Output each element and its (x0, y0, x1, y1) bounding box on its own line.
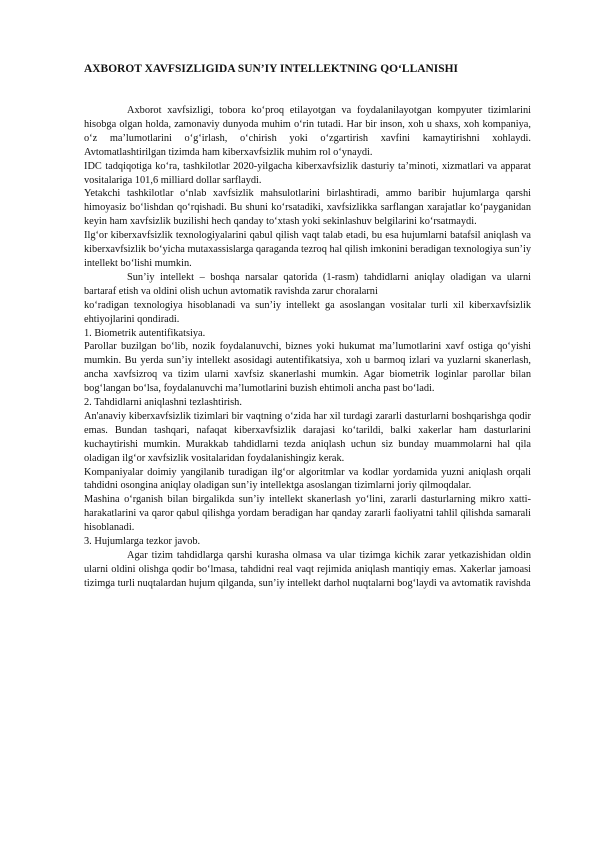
document-body (84, 104, 531, 591)
section-heading: 1. Biometrik autentifikatsiya. (84, 327, 206, 339)
document-title: AXBOROT XAVFSIZLIGIDA SUN’IY INTELLEKTNING QO‘LLANISHI (84, 63, 459, 75)
section-heading: 2. Tahdidlarni aniqlashni tezlashtirish. (84, 397, 242, 409)
paragraph: Sun’iy intellekt – boshqa narsalar qatorida (1-rasm) tahdidlarni aniqlay oladigan va ularni bartaraf etish va oldini olish uchun avtomatik ravishda zarur choralarni (84, 271, 531, 297)
paragraph: Kompaniyalar doimiy yangilanib turadigan ilg‘or algoritmlar va kodlar yordamida yuzni aniqlash orqali tahdidni osongina aniqlay oladigan sun’iy intellektga asoslangan tizimlarni joriy qilmoqdalar. (84, 466, 531, 492)
paragraph: IDC tadqiqotiga ko‘ra, tashkilotlar 2020-yilgacha kiberxavfsizlik dasturiy ta’minoti, xizmatlari va apparat vositalariga 101,6 milliard dollar sarflaydi. (84, 160, 531, 186)
paragraph: Ilg‘or kiberxavfsizlik texnologiyalarini qabul qilish vaqt talab etadi, bu esa hujumlarni batafsil aniqlash va kiberxavfsizlik bo‘yicha mutaxassislarga qaraganda tezroq hal qilish imkonini beradigan texnologiya sun’iy intellekt bo‘lishi mumkin. (84, 230, 531, 269)
paragraph: Axborot xavfsizligi, tobora ko‘proq etilayotgan va foydalanilayotgan kompyuter tizimlarini hisobga olgan holda, zamonaviy dunyoda muhim o‘rin tutadi. Har bir inson, xoh u shaxs, xoh kompaniya, o‘z ma’lumotlarini o‘g‘irlash, o‘chirish yoki o‘zgartirish xavfini kamaytirishni xohlaydi. Avtomatlashtirilgan tizimda ham kiberxavfsizlik muhim rol o‘ynaydi. (84, 105, 531, 158)
section-heading: 3. Hujumlarga tezkor javob. (84, 536, 201, 548)
paragraph: ko‘radigan texnologiya hisoblanadi va sun’iy intellekt ga asoslangan vositalar turli xil kiberxavfsizlik ehtiyojlarini qondiradi. (84, 299, 531, 325)
paragraph: Mashina o‘rganish bilan birgalikda sun’iy intellekt skanerlash yo‘lini, zararli dasturlarning mikro xatti-harakatlarini va qaror qabul qilishga yordam beradigan har qanday zararli faoliyatni tahlil qilishda samarali hisoblanadi. (84, 494, 531, 534)
paragraph: Agar tizim tahdidlarga qarshi kurasha olmasa va ular tizimga kichik zarar yetkazishidan oldin ularni oldini olishga qodir bo‘lmasa, tahdidni real vaqt rejimida aniqlash mantiqiy emas. Xakerlar jamoasi tizimga turli nuqtalardan hujum qilganda, sun’iy intellekt darhol nuqtalarni bog‘laydi va avtomatik ravishda (84, 550, 531, 589)
paragraph: Yetakchi tashkilotlar o‘nlab xavfsizlik mahsulotlarini birlashtiradi, ammo baribir hujumlarga qarshi himoyasiz bo‘lishdan qo‘rqishadi. Bu shuni ko‘rsatadiki, xavfsizlikka sarflangan xarajatlar ko‘payganidan keyin ham xavfsizlik buzilishi hech qanday to‘xtash yoki sekinlashuv belgilarini ko‘rsatmaydi. (84, 188, 531, 228)
paragraph: An'anaviy kiberxavfsizlik tizimlari bir vaqtning o‘zida har xil turdagi zararli dasturlarni boshqarishga qodir emas. Bundan tashqari, nafaqat kiberxavfsizlik darajasi ko‘tarildi, balki xakerlar ham dasturlarini kuchaytirishi mumkin. Murakkab tahdidlarni tezda aniqlash uchun siz bunday muammolarni hal qila oladigan ilg‘or xavfsizlik vositalaridan foydalanishingiz kerak. (84, 410, 531, 464)
paragraph: Parollar buzilgan bo‘lib, nozik foydalanuvchi, biznes yoki hukumat ma’lumotlarini xavf ostiga qo‘yishi mumkin. Bu yerda sun’iy intellekt asosidagi autentifikatsiya, xoh u barmoq izlari va yuzlarni skanerlash, ancha xavfsizroq va tizim ularni xavfsiz skanerlashi mumkin. Agar biometrik loginlar parollar bilan bog‘langan bo‘lsa, foydalanuvchi ma’lumotlarini buzish ehtimoli ancha past bo‘ladi. (84, 341, 531, 395)
